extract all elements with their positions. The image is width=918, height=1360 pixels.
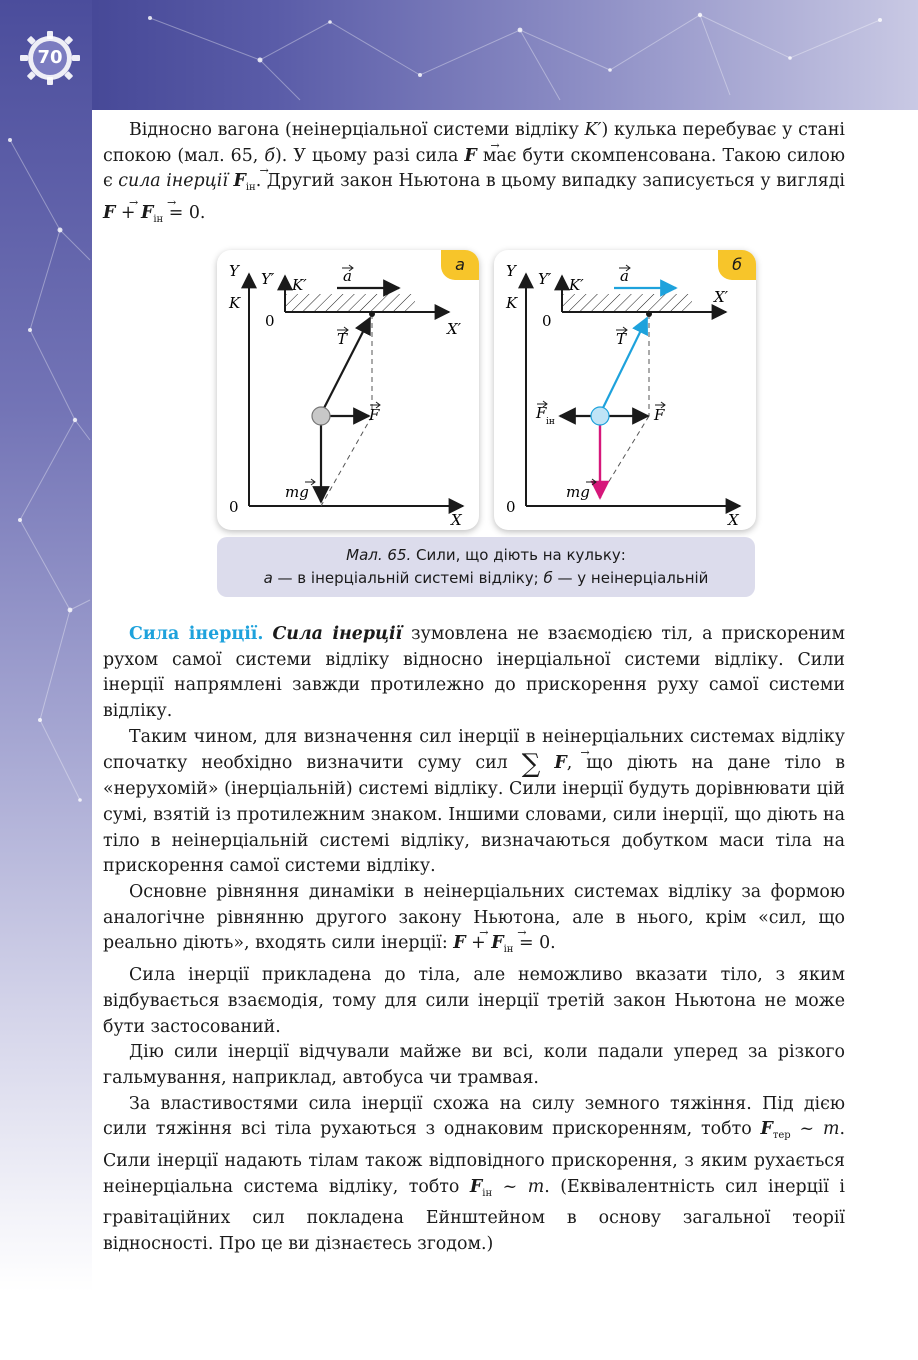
- sum-force: → F: [554, 753, 566, 773]
- section-term: Сила інерції: [272, 624, 403, 644]
- intro-paragraph: [103, 118, 845, 233]
- paragraph-2-text-a: Таким чином, для визначення сил інерції в неінерціальних системах відліку спочатку необхідно визначити суму сил: [103, 726, 845, 773]
- sum-symbol: ∑: [521, 748, 541, 779]
- f-in-tilde: ~: [492, 1176, 528, 1197]
- eq-sub-in: ін: [503, 944, 514, 956]
- f-in: F: [469, 1176, 483, 1197]
- fig-a-label-k: K: [229, 294, 241, 312]
- fig-b-label-fin: F: [536, 404, 547, 422]
- caption-b: б: [543, 569, 553, 587]
- intro-term: сила інерції: [118, 171, 228, 192]
- figure-a: [217, 250, 479, 530]
- paragraph-6-text-c: . (Еквівалентність сил інерції і гравітаційних сил покладена Ейнштейном в основу загальної теорії відносності. Про це ви дізнаєтесь згодом.): [103, 1176, 845, 1255]
- fig-a-label-zero-top: 0: [265, 312, 275, 330]
- f-ter: F: [760, 1119, 773, 1140]
- f-ter-tilde: ~: [790, 1119, 823, 1140]
- paragraph-3-text-a: Основне рівняння динаміки в неінерціальних системах відліку за формою аналогічне рівнянню другого закону Ньютона, але в нього, крім «сил, що реально діють», входять сили інерції:: [103, 882, 845, 954]
- fig-a-guide-d: [321, 416, 372, 506]
- caption-line1: Сили, що діють на кульку:: [411, 546, 626, 564]
- section-heading: Сила інерції.: [129, 624, 264, 644]
- fig-b-label-fin-sub: ін: [546, 417, 555, 427]
- paragraph-2: [103, 725, 845, 880]
- fig-b-label-x: X: [728, 511, 739, 529]
- intro-text-6: = 0.: [163, 203, 206, 224]
- f-ter-sub: тер: [772, 1130, 791, 1142]
- fig-a-label-mg: mg: [285, 483, 309, 501]
- fig-a-label-f: F: [369, 406, 380, 424]
- intro-inertia-sub: ін: [245, 182, 256, 194]
- paragraph-1-text: зумовлена не взаємодією тіл, а прискореним рухом самої системи відліку відносно інерціальної системи відліку. Сили інерції напрямлені завжди протилежно до прискорення руху самої системи відліку.: [103, 624, 846, 722]
- paragraph-2-text-b: , що діють на дане тіло в «нерухомій» (інерціальній) системі відліку. Сили інерції будуть дорівнювати цій сумі, взятій із протилежним знаком. Іншими словами, сили інерції, що діють на тіло в неінерціальній системі відліку, визначаються добутком маси тіла на прискорення самої системи відліку.: [103, 752, 846, 877]
- paragraph-1: [103, 622, 845, 725]
- fig-b-label-zero-bottom: 0: [506, 498, 516, 516]
- fig-a-label-x: X: [451, 511, 462, 529]
- fig-b-label-f: F: [654, 406, 665, 424]
- fig-b-label-t: T: [616, 330, 627, 348]
- intro-k-prime: K′: [584, 120, 602, 140]
- intro-fig-b-ref: б: [264, 145, 276, 166]
- body-text: [103, 622, 845, 1258]
- intro-force-f: → F: [464, 146, 476, 166]
- fig-b-ceiling: [562, 294, 692, 312]
- fig-b-ball: [591, 407, 609, 425]
- intro-text-5: . Другий закон Ньютона в цьому випадку записується у вигляді: [255, 171, 845, 192]
- paragraph-5: Дію сили інерції відчували майже ви всі, коли падали уперед за різкого гальмування, наприклад, автобуса чи трамвая.: [103, 1042, 845, 1088]
- eq-force-fin: → F: [491, 933, 503, 953]
- intro-text-4: має бути скомпенсована. Такою силою є: [103, 145, 845, 192]
- intro-eq-f: → F: [103, 203, 115, 223]
- caption-a: а: [263, 569, 273, 587]
- figure-a-diagram: [217, 250, 479, 530]
- fig-a-label-zero-bottom: 0: [229, 498, 239, 516]
- paragraph-6-text-a: За властивостями сила інерції схожа на силу земного тяжіння. Під дією сили тяжіння всі тіла рухаються з однаковим прискоренням, тобто: [103, 1093, 845, 1140]
- fig-a-label-yp: Y′: [261, 270, 275, 288]
- fig-a-suspension-point: [369, 311, 375, 317]
- fig-a-label-xp: X′: [447, 320, 462, 338]
- intro-text-1: Відносно вагона (неінерціальної системи відліку: [129, 120, 585, 140]
- intro-text-3: ). У цьому разі сила: [275, 145, 465, 166]
- figure-a-tab: а: [441, 250, 479, 280]
- paragraph-3: [103, 880, 845, 963]
- fig-a-label-t: T: [337, 330, 348, 348]
- intro-eq-sub: ін: [153, 214, 164, 226]
- fig-b-suspension-point: [646, 311, 652, 317]
- paragraph-4: Сила інерції прикладена до тіла, але неможливо вказати тіло, з яким відбувається взаємодія, тому для сили інерції третій закон Ньютона не може бути застосований.: [103, 965, 845, 1037]
- fig-b-label-k: K: [506, 294, 518, 312]
- fig-b-label-xp: X′: [714, 288, 729, 306]
- fig-b-guide-d: [600, 416, 649, 496]
- fig-a-ceiling: [285, 294, 415, 312]
- intro-inertia-force: → F: [234, 171, 246, 191]
- paragraph-6-text-b: . Сили інерції надають тілам також відповідного прискорення, з яким рухається неінерціальна система відліку, тобто: [103, 1119, 845, 1197]
- fig-b-label-zero-top: 0: [542, 312, 552, 330]
- caption-end: — у неінерціальній: [552, 569, 709, 587]
- fig-b-label-accel: a: [620, 267, 629, 285]
- caption-mid: — в інерціальній системі відліку;: [272, 569, 544, 587]
- figure-b: [494, 250, 756, 530]
- figure-b-tab: б: [718, 250, 756, 280]
- paragraph-3-text-b: = 0.: [513, 933, 556, 954]
- fig-a-label-kp: K′: [292, 276, 307, 294]
- figure-caption: [217, 537, 755, 597]
- fig-a-label-y: Y: [229, 262, 239, 280]
- fig-b-label-yp: Y′: [538, 270, 552, 288]
- f-in-sub: ін: [482, 1187, 493, 1199]
- figure-b-diagram: [494, 250, 756, 530]
- caption-label: Мал. 65.: [346, 546, 412, 564]
- intro-eq-fin: → F: [141, 203, 153, 223]
- fig-b-label-kp: K′: [569, 276, 584, 294]
- f-ter-m: m: [822, 1119, 840, 1140]
- eq-plus: +: [465, 933, 492, 954]
- intro-eq-plus: +: [115, 203, 141, 224]
- intro-text-2: ) кулька перебуває у стані спокою (мал. 65,: [103, 120, 845, 166]
- paragraph-6: [103, 1092, 845, 1258]
- f-in-m: m: [527, 1176, 545, 1197]
- fig-a-label-accel: a: [343, 267, 352, 285]
- fig-b-label-mg: mg: [566, 483, 590, 501]
- fig-a-ball: [312, 407, 330, 425]
- page-number: 70: [37, 47, 63, 68]
- eq-force-f: → F: [453, 933, 465, 953]
- fig-b-label-y: Y: [506, 262, 516, 280]
